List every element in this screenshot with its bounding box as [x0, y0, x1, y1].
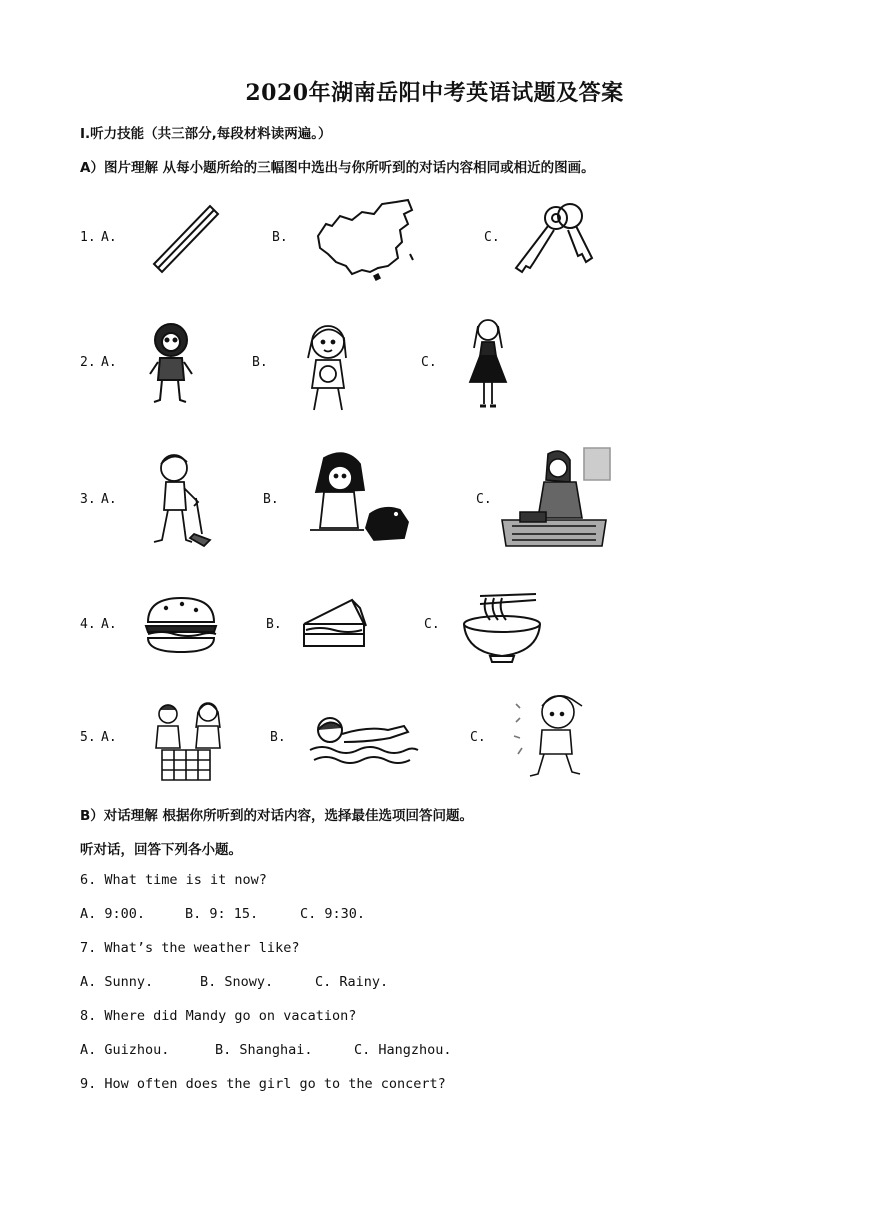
option-label-b: B. [263, 492, 279, 507]
sandwich-icon [300, 596, 370, 656]
option-a: A. Sunny. [80, 974, 154, 990]
question-text: 7. What’s the weather like? [80, 940, 300, 956]
section-heading: I.听力技能（共三部分,每段材料读两遍。） [80, 126, 332, 142]
ruler-icon [148, 200, 224, 276]
girl-with-dog-icon [300, 448, 412, 552]
question-number: 2. [80, 355, 96, 370]
option-label-b: B. [272, 230, 288, 245]
question-number: 3. [80, 492, 96, 507]
part-a-heading: A）图片理解 从每小题所给的三幅图中选出与你所听到的对话内容相同或相近的图画。 [80, 160, 595, 176]
question-text: 6. What time is it now? [80, 872, 267, 888]
girl-dress-icon [464, 314, 512, 410]
option-a: A. Guizhou. [80, 1042, 170, 1058]
boy-sweeping-icon [144, 448, 212, 552]
part-b-instruction: 听对话，回答下列各小题。 [80, 842, 242, 858]
question-text: 9. How often does the girl go to the concert? [80, 1076, 446, 1092]
woman-cooking-icon [498, 446, 614, 552]
option-c: C. Rainy. [315, 974, 389, 990]
option-label-a: A. [101, 730, 117, 745]
girl-teddy-icon [298, 318, 360, 416]
option-label-c: C. [421, 355, 437, 370]
option-label-c: C. [484, 230, 500, 245]
question-text: 8. Where did Mandy go on vacation? [80, 1008, 357, 1024]
question-number: 4. [80, 617, 96, 632]
option-label-b: B. [270, 730, 286, 745]
kids-playing-chess-icon [150, 698, 230, 782]
option-b: B. Snowy. [200, 974, 274, 990]
boy-playing-icon [508, 684, 592, 780]
noodles-icon [460, 590, 546, 664]
swimmer-icon [308, 712, 420, 768]
option-c: C. 9:30. [300, 906, 366, 922]
keys-icon [508, 198, 598, 278]
china-map-icon [312, 196, 418, 280]
option-label-a: A. [101, 230, 117, 245]
option-label-c: C. [470, 730, 486, 745]
option-b: B. Shanghai. [215, 1042, 313, 1058]
option-b: B. 9: 15. [185, 906, 259, 922]
option-label-a: A. [101, 355, 117, 370]
option-c: C. Hangzhou. [354, 1042, 452, 1058]
option-label-b: B. [252, 355, 268, 370]
option-a: A. 9:00. [80, 906, 146, 922]
option-label-c: C. [476, 492, 492, 507]
question-number: 5. [80, 730, 96, 745]
part-b-heading: B）对话理解 根据你所听到的对话内容，选择最佳选项回答问题。 [80, 808, 473, 824]
question-number: 1. [80, 230, 96, 245]
page-title: 2020年湖南岳阳中考英语试题及答案 [245, 80, 624, 106]
option-label-a: A. [101, 492, 117, 507]
boy-costume-icon [144, 318, 198, 408]
hamburger-icon [142, 596, 220, 654]
option-label-b: B. [266, 617, 282, 632]
option-label-a: A. [101, 617, 117, 632]
option-label-c: C. [424, 617, 440, 632]
